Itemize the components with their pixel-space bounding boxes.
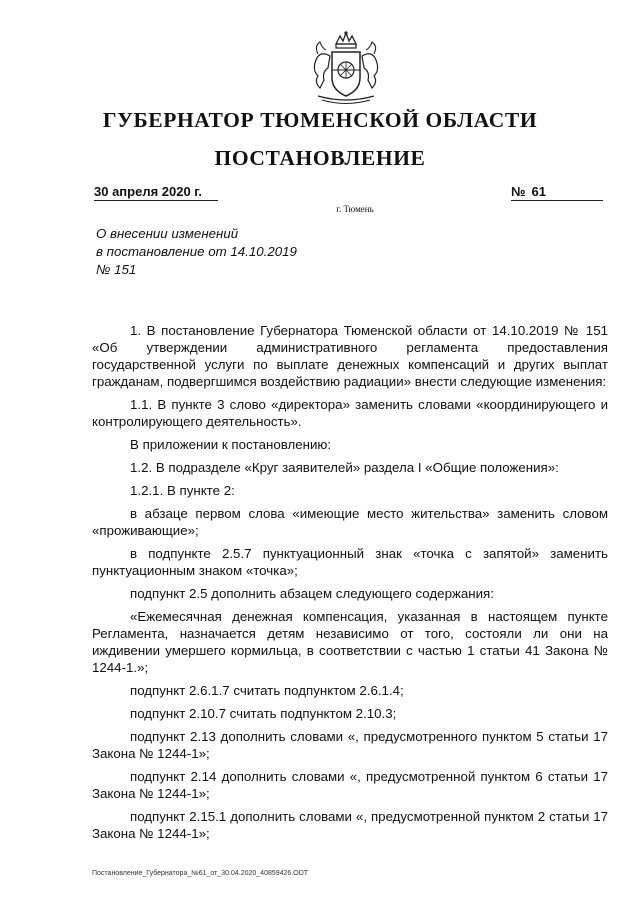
footer-file-name: Постановление_Губернатора_№61_от_30.04.2020_40859426.ODT (92, 870, 309, 877)
body-paragraph: подпункт 2.10.7 считать подпунктом 2.10.3; (130, 706, 397, 721)
document-subject (96, 225, 336, 279)
document-number (511, 183, 603, 201)
body-paragraph: подпункт 2.14 дополнить словами «, предусмотренной пунктом 6 статьи 17 Закона № 1244-1»; (92, 769, 608, 801)
body-paragraph: 1. В постановление Губернатора Тюменской области от 14.10.2019 № 151 «Об утверждении административного регламента предоставления государственной услуги по выплате денежных компенсаций и других выплат гражданам, подвергшимся воздействию радиации» внести следующие изменения: (92, 323, 608, 389)
number-value: 61 (531, 184, 546, 199)
subject-line: в постановление от 14.10.2019 (96, 244, 297, 259)
document-city: г. Тюмень (336, 204, 374, 214)
body-paragraph: 1.2.1. В пункте 2: (130, 483, 235, 498)
body-paragraph: 1.2. В подразделе «Круг заявителей» раздела I «Общие положения»: (130, 460, 559, 475)
body-paragraph: 1.1. В пункте 3 слово «директора» заменить словами «координирующего и контролирующего деятельность». (92, 397, 608, 429)
subject-line: О внесении изменений (96, 226, 239, 241)
body-paragraph: в абзаце первом слова «имеющие место жительства» заменить словом «проживающие»; (92, 506, 608, 538)
number-sign: № (511, 184, 526, 199)
body-paragraph: в подпункте 2.5.7 пунктуационный знак «точка с запятой» заменить пунктуационным знаком «точка»; (92, 546, 608, 578)
body-paragraph: «Ежемесячная денежная компенсация, указанная в настоящем пункте Регламента, назначается детям независимо от того, состояли ли они на иждивении умершего кормильца, в соответствии с частью 1 статьи 41 Закона № 1244-1.»; (92, 609, 608, 675)
body-paragraph: подпункт 2.6.1.7 считать подпунктом 2.6.1.4; (130, 683, 404, 698)
body-paragraph: подпункт 2.15.1 дополнить словами «, предусмотренной пунктом 2 статьи 17 Закона № 1244-1»; (92, 809, 608, 841)
document-date: 30 апреля 2020 г. (94, 183, 218, 201)
body-paragraph: В приложении к постановлению: (130, 437, 332, 452)
body-paragraph: подпункт 2.13 дополнить словами «, предусмотренного пунктом 5 статьи 17 Закона № 1244-1»; (92, 729, 608, 761)
coat-of-arms-icon (302, 30, 390, 108)
document-type-title: ПОСТАНОВЛЕНИЕ (214, 146, 426, 170)
document-body (92, 322, 608, 848)
body-paragraph: подпункт 2.5 дополнить абзацем следующего содержания: (130, 586, 494, 601)
issuing-authority-title: ГУБЕРНАТОР ТЮМЕНСКОЙ ОБЛАСТИ (102, 108, 538, 132)
subject-line: № 151 (96, 262, 137, 277)
